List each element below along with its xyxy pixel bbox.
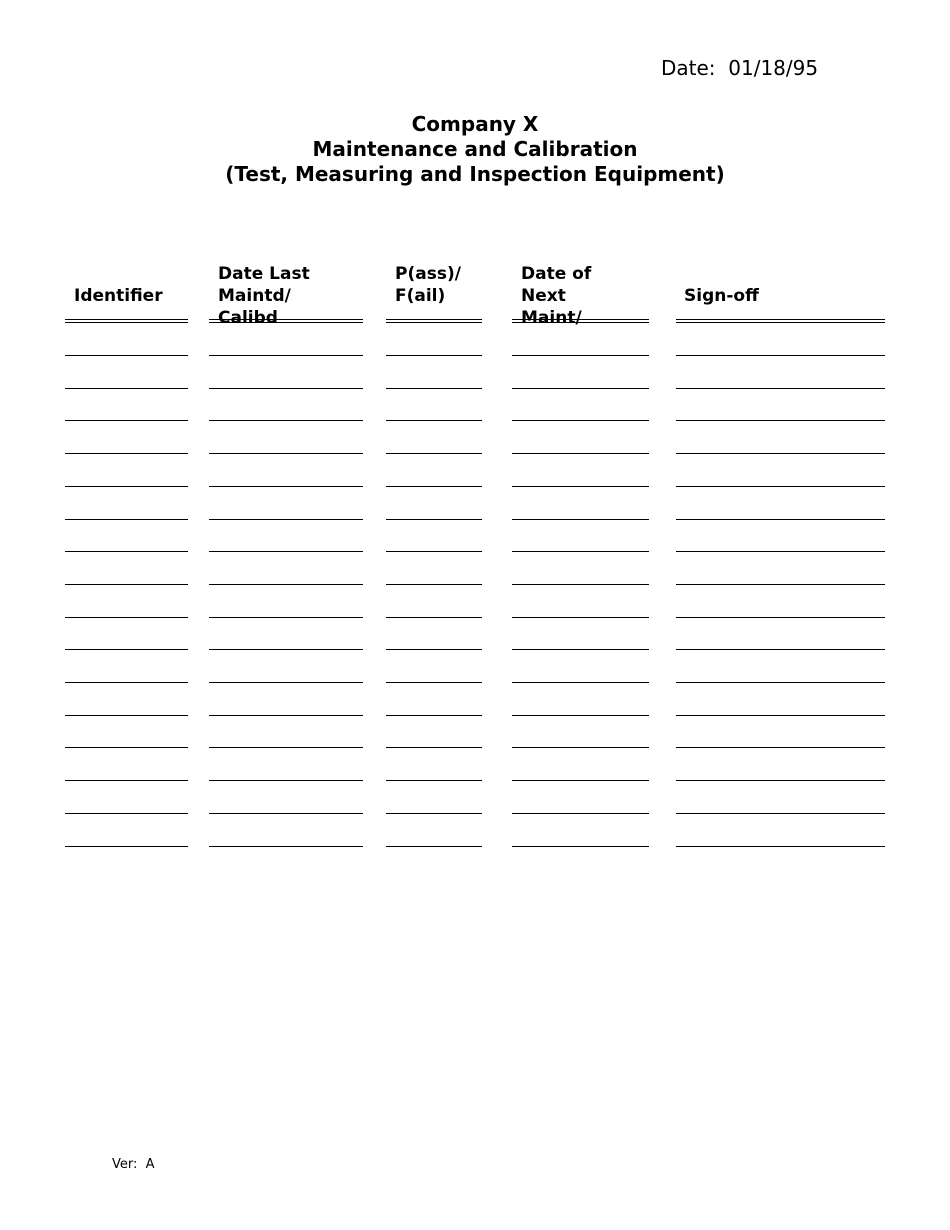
- fill-line-pass-fail[interactable]: [386, 551, 482, 552]
- fill-line-identifier[interactable]: [65, 617, 188, 618]
- column-header-sign-off: Sign-off: [684, 286, 759, 306]
- fill-line-date-last-maintained[interactable]: [209, 551, 363, 552]
- fill-line-pass-fail[interactable]: [386, 388, 482, 389]
- header-rule-sign-off: [676, 319, 885, 323]
- fill-line-date-last-maintained[interactable]: [209, 747, 363, 748]
- fill-line-sign-off[interactable]: [676, 355, 885, 356]
- fill-line-identifier[interactable]: [65, 846, 188, 847]
- fill-line-sign-off[interactable]: [676, 420, 885, 421]
- fill-line-pass-fail[interactable]: [386, 486, 482, 487]
- fill-line-sign-off[interactable]: [676, 846, 885, 847]
- fill-line-sign-off[interactable]: [676, 551, 885, 552]
- fill-line-pass-fail[interactable]: [386, 846, 482, 847]
- fill-line-date-next-maintenance[interactable]: [512, 355, 649, 356]
- document-date: [661, 56, 818, 80]
- fill-line-pass-fail[interactable]: [386, 747, 482, 748]
- fill-line-date-last-maintained[interactable]: [209, 388, 363, 389]
- fill-line-pass-fail[interactable]: [386, 682, 482, 683]
- fill-line-date-last-maintained[interactable]: [209, 617, 363, 618]
- fill-line-pass-fail[interactable]: [386, 420, 482, 421]
- date-value: 01/18/95: [728, 56, 819, 80]
- fill-line-sign-off[interactable]: [676, 584, 885, 585]
- document-title: [0, 112, 950, 187]
- fill-line-date-last-maintained[interactable]: [209, 649, 363, 650]
- fill-line-date-last-maintained[interactable]: [209, 813, 363, 814]
- version-value: A: [145, 1157, 155, 1172]
- fill-line-date-last-maintained[interactable]: [209, 846, 363, 847]
- fill-line-date-last-maintained[interactable]: [209, 682, 363, 683]
- fill-line-date-last-maintained[interactable]: [209, 780, 363, 781]
- fill-line-date-next-maintenance[interactable]: [512, 846, 649, 847]
- fill-line-date-next-maintenance[interactable]: [512, 649, 649, 650]
- fill-line-date-next-maintenance[interactable]: [512, 486, 649, 487]
- fill-line-pass-fail[interactable]: [386, 584, 482, 585]
- column-header-pass-fail: P(ass)/ F(ail): [395, 264, 461, 306]
- fill-line-identifier[interactable]: [65, 584, 188, 585]
- fill-line-date-last-maintained[interactable]: [209, 584, 363, 585]
- fill-line-date-next-maintenance[interactable]: [512, 551, 649, 552]
- fill-line-identifier[interactable]: [65, 519, 188, 520]
- fill-line-date-last-maintained[interactable]: [209, 486, 363, 487]
- version-footer: [112, 1157, 155, 1172]
- fill-line-date-last-maintained[interactable]: [209, 519, 363, 520]
- fill-line-identifier[interactable]: [65, 551, 188, 552]
- header-rule-identifier: [65, 319, 188, 323]
- fill-line-identifier[interactable]: [65, 780, 188, 781]
- fill-line-date-last-maintained[interactable]: [209, 453, 363, 454]
- version-label: Ver:: [112, 1157, 138, 1172]
- fill-line-date-next-maintenance[interactable]: [512, 780, 649, 781]
- fill-line-sign-off[interactable]: [676, 682, 885, 683]
- fill-line-identifier[interactable]: [65, 355, 188, 356]
- fill-line-date-next-maintenance[interactable]: [512, 682, 649, 683]
- header-rule-date-next-maintenance: [512, 319, 649, 323]
- column-header-identifier: Identifier: [74, 286, 163, 306]
- fill-line-identifier[interactable]: [65, 682, 188, 683]
- fill-line-identifier[interactable]: [65, 715, 188, 716]
- fill-line-date-next-maintenance[interactable]: [512, 747, 649, 748]
- fill-line-identifier[interactable]: [65, 486, 188, 487]
- fill-line-identifier[interactable]: [65, 747, 188, 748]
- fill-line-pass-fail[interactable]: [386, 649, 482, 650]
- fill-line-sign-off[interactable]: [676, 617, 885, 618]
- fill-line-identifier[interactable]: [65, 813, 188, 814]
- fill-line-sign-off[interactable]: [676, 747, 885, 748]
- fill-line-date-last-maintained[interactable]: [209, 420, 363, 421]
- fill-line-identifier[interactable]: [65, 453, 188, 454]
- fill-line-sign-off[interactable]: [676, 486, 885, 487]
- fill-line-sign-off[interactable]: [676, 519, 885, 520]
- fill-line-identifier[interactable]: [65, 420, 188, 421]
- fill-line-date-next-maintenance[interactable]: [512, 420, 649, 421]
- fill-line-sign-off[interactable]: [676, 388, 885, 389]
- fill-line-pass-fail[interactable]: [386, 715, 482, 716]
- fill-line-identifier[interactable]: [65, 649, 188, 650]
- fill-line-date-next-maintenance[interactable]: [512, 519, 649, 520]
- column-header-date-next-maintenance: Date of Next Maint/: [521, 264, 592, 328]
- fill-line-date-last-maintained[interactable]: [209, 715, 363, 716]
- fill-line-date-next-maintenance[interactable]: [512, 813, 649, 814]
- header-rule-date-last-maintained: [209, 319, 363, 323]
- fill-line-pass-fail[interactable]: [386, 453, 482, 454]
- fill-line-date-next-maintenance[interactable]: [512, 388, 649, 389]
- fill-line-identifier[interactable]: [65, 388, 188, 389]
- fill-line-date-next-maintenance[interactable]: [512, 617, 649, 618]
- fill-line-sign-off[interactable]: [676, 715, 885, 716]
- fill-line-sign-off[interactable]: [676, 649, 885, 650]
- fill-line-date-last-maintained[interactable]: [209, 355, 363, 356]
- fill-line-sign-off[interactable]: [676, 813, 885, 814]
- fill-line-pass-fail[interactable]: [386, 617, 482, 618]
- form-subtitle: (Test, Measuring and Inspection Equipment): [225, 162, 725, 186]
- fill-line-date-next-maintenance[interactable]: [512, 584, 649, 585]
- date-label: Date:: [661, 56, 716, 80]
- fill-line-sign-off[interactable]: [676, 453, 885, 454]
- fill-line-pass-fail[interactable]: [386, 355, 482, 356]
- fill-line-pass-fail[interactable]: [386, 519, 482, 520]
- fill-line-date-next-maintenance[interactable]: [512, 453, 649, 454]
- header-rule-pass-fail: [386, 319, 482, 323]
- fill-line-pass-fail[interactable]: [386, 780, 482, 781]
- company-name: Company X: [411, 112, 539, 136]
- form-title: Maintenance and Calibration: [312, 137, 638, 161]
- fill-line-sign-off[interactable]: [676, 780, 885, 781]
- fill-line-pass-fail[interactable]: [386, 813, 482, 814]
- column-header-date-last-maintained: Date Last Maintd/ Calibd: [218, 264, 310, 328]
- fill-line-date-next-maintenance[interactable]: [512, 715, 649, 716]
